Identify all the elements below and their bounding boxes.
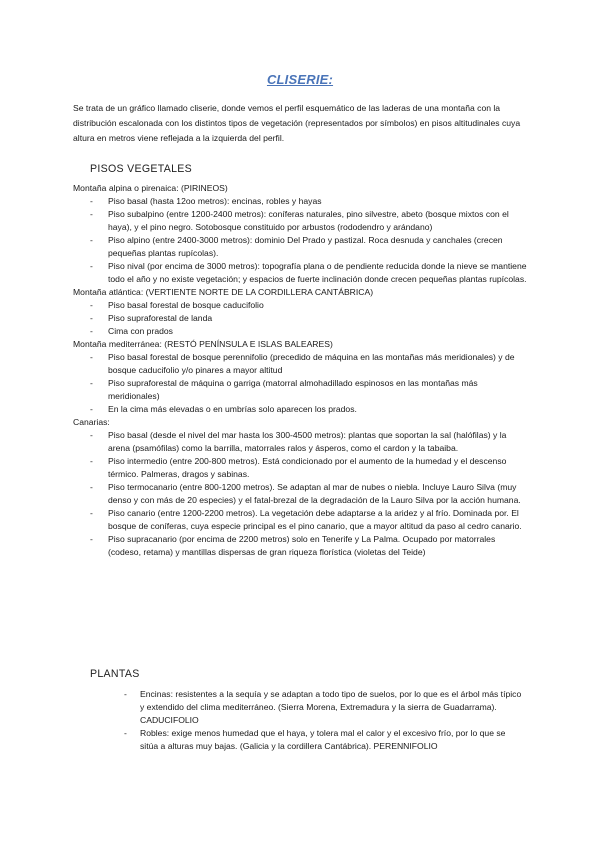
- list-item: - Piso subalpino (entre 1200-2400 metros): coníferas naturales, pino silvestre, abeto (bosque mixtos con el haya), y el pino negro. Sotobosque constituido por arbustos (rododendro y arándano): [73, 208, 528, 234]
- plantas-section: [108, 688, 528, 753]
- list-item: - Piso intermedio (entre 200-800 metros). Está condicionado por el aumento de la humedad y el descenso térmico. Palmeras, dragos y sabinas.: [73, 455, 528, 481]
- canarias-heading: Canarias:: [73, 417, 110, 427]
- list-item: - En la cima más elevadas o en umbrías solo aparecen los prados.: [73, 403, 528, 416]
- pisos-section: [73, 182, 533, 559]
- plantas-heading: PLANTAS: [90, 668, 140, 680]
- alpina-heading: Montaña alpina o pirenaica: (PIRINEOS): [73, 183, 228, 193]
- atlantica-heading: Montaña atlántica: (VERTIENTE NORTE DE LA CORDILLERA CANTÁBRICA): [73, 287, 374, 297]
- list-item: - Piso canario (entre 1200-2200 metros). La vegetación debe adaptarse a la aridez y al frío. Dominada por. El bosque de coníferas, cuya especie principal es el pino canario, que a mayor altitud da paso al cedro canario.: [73, 507, 528, 533]
- list-item: - Piso supraforestal de landa: [73, 312, 528, 325]
- list-item: - Piso basal (desde el nivel del mar hasta los 300-4500 metros): plantas que soportan la sal (halófilas) y la arena (psamófilas) como la barrilla, matorrales ralos y ásperos, como el cardon y la tabaiba.: [73, 429, 528, 455]
- canarias-list: [73, 429, 533, 559]
- plantas-list: [108, 688, 528, 753]
- list-item: - Piso alpino (entre 2400-3000 metros): dominio Del Prado y pastizal. Roca desnuda y canchales (crecen pequeñas plantas rupícolas).: [73, 234, 528, 260]
- list-item: - Piso supraforestal de máquina o garriga (matorral almohadillado espinosos en las montañas más meridionales): [73, 377, 528, 403]
- list-item: - Piso supracanario (por encima de 2200 metros) solo en Tenerife y La Palma. Ocupado por matorrales (codeso, retama) y mantillas dispersas de gran riqueza florística (violetas del Teide): [73, 533, 528, 559]
- list-item: - Piso basal forestal de bosque perennifolio (precedido de máquina en las montañas más meridionales) y de bosque caducifolio y/o pinares a mayor altitud: [73, 351, 528, 377]
- list-item: - Robles: exige menos humedad que el haya, y tolera mal el calor y el excesivo frío, por lo que se sitúa a alturas muy bajas. (Galicia y la cordillera Cantábrica). PERENNIFOLIO: [108, 727, 525, 753]
- list-item: - Piso basal (hasta 12oo metros): encinas, robles y hayas: [73, 195, 528, 208]
- atlantica-list: [73, 299, 533, 338]
- list-item: - Cima con prados: [73, 325, 528, 338]
- mediterranea-list: [73, 351, 533, 416]
- alpina-list: [73, 195, 533, 286]
- list-item: - Piso termocanario (entre 800-1200 metros). Se adaptan al mar de nubes o niebla. Incluye Lauro Silva (muy denso y con más de 20 especies) y el fatal-brezal de la degradación de la Lauro Silva por la acción humana.: [73, 481, 528, 507]
- page-title: CLISERIE:: [266, 72, 334, 87]
- list-item: - Encinas: resistentes a la sequía y se adaptan a todo tipo de suelos, por lo que es el árbol más típico y extendido del clima mediterráneo. (Sierra Morena, Extremadura y la sierra de Guadarrama). CADUCIFOLIO: [108, 688, 525, 727]
- list-item: - Piso basal forestal de bosque caducifolio: [73, 299, 528, 312]
- mediterranea-heading: Montaña mediterránea: (RESTÓ PENÍNSULA E ISLAS BALEARES): [73, 339, 333, 349]
- pisos-vegetales-heading: PISOS VEGETALES: [90, 163, 193, 175]
- intro-paragraph: Se trata de un gráfico llamado cliserie, donde vemos el perfil esquemático de las laderas de una montaña con la distribución escalonada con los distintos tipos de vegetación (representados por símbolos) en pisos altitudinales cuya altura en metros viene reflejada a la izquierda del perfil.: [73, 103, 521, 143]
- list-item: - Piso nival (por encima de 3000 metros): topografía plana o de pendiente reducida donde la nieve se mantiene todo el año y no existe vegetación; y espacios de fuerte inclinación donde crecen pequeñas plantas rupícolas.: [73, 260, 528, 286]
